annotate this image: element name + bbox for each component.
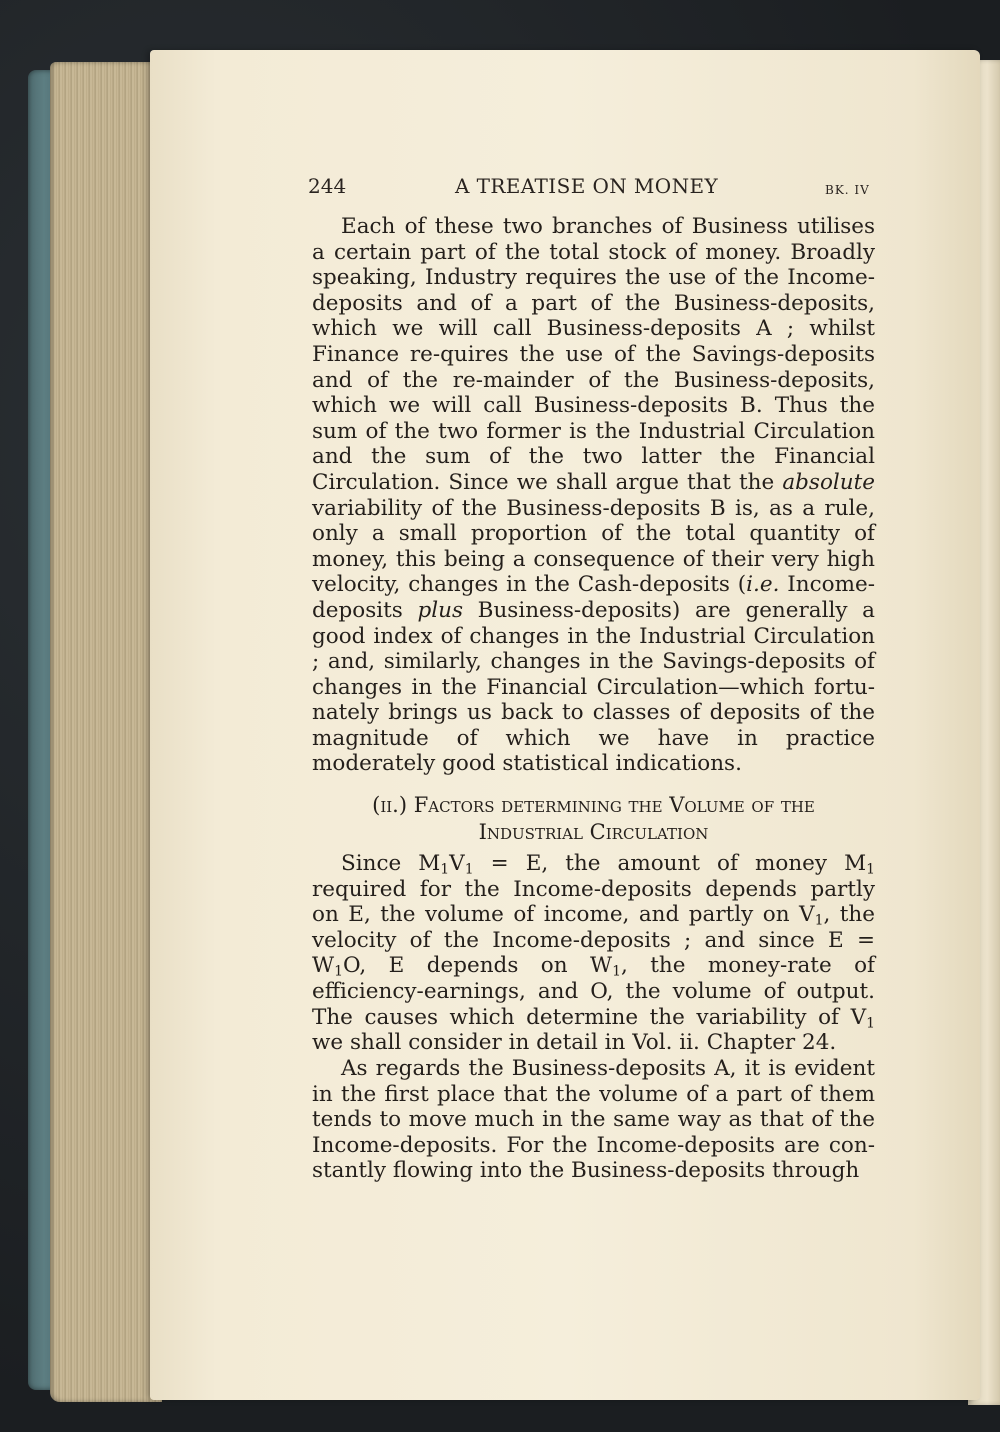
- paragraph-3: [312, 1056, 875, 1184]
- paragraph-1-italic-absolute: absolute: [782, 469, 875, 495]
- paragraph-2-text-d: , the velocity of the Income-deposits ; and since E = W: [312, 902, 875, 979]
- book-section-label: BK. IV: [825, 183, 870, 197]
- subscript: 1: [612, 963, 621, 980]
- paragraph-3-text: As regards the Business-deposits A, it is evident in the first place that the volume of a part of them tends to move much in the same way as that of the Income-deposits. For the Income-deposits are con-stantly flowing into the Business-deposits through: [312, 1056, 875, 1184]
- paragraph-1-text-a: Each of these two branches of Business utilises a certain part of the total stock of money. Broadly speaking, Industry requires the use of the Income-deposits and of a part of the Business-deposits, which we will call Business-deposits A ; whilst Finance re-quires the use of the Savings-deposits and of the re-mainder of the Business-deposits, which we will call Business-deposits B. Thus the sum of the two former is the Industrial Circulation and the sum of the two latter the Financial Circulation. Since we shall argue that the: [312, 214, 875, 495]
- paragraph-2-text-a2: V: [449, 851, 465, 876]
- section-heading: [312, 792, 875, 846]
- paragraph-2-text-e: O, E depends on W: [343, 953, 613, 979]
- paragraph-2-text-c: required for the Income-deposits depends partly on E, the volume of income, and partly on V: [312, 876, 875, 928]
- page-stack-edges: [50, 62, 162, 1402]
- paragraph-2: [312, 851, 875, 1056]
- paragraph-2-text-b: = E, the amount of money M: [473, 851, 867, 876]
- paragraph-1-text-g: Business-deposits) are generally a good index of changes in the Industrial Circulation ; and, similarly, changes in the Savings-deposits of changes in the Financial Circulation—which fortu-nately brings us back to classes of deposits of the magnitude of which we have in practice moderately good statistical indications.: [312, 597, 875, 777]
- subscript: 1: [464, 861, 474, 878]
- subscript: 1: [440, 861, 450, 878]
- subscript: 1: [866, 1015, 875, 1032]
- subscript: 1: [334, 963, 343, 980]
- section-heading-line-1: (ii.) Factors determining the Volume of the: [372, 793, 815, 817]
- paragraph-2-text-a: Since M: [341, 851, 441, 876]
- subscript: 1: [814, 912, 824, 929]
- paragraph-2-text-f: , the money-rate of efficiency-earnings, and O, the volume of output. The causes which determine the variability of V: [312, 953, 875, 1030]
- subscript: 1: [866, 861, 875, 878]
- section-heading-line-2: Industrial Circulation: [478, 820, 709, 844]
- paragraph-1-text-e: Income-deposits: [312, 572, 875, 623]
- page-number: 244: [308, 174, 347, 198]
- running-title: A TREATISE ON MONEY: [455, 174, 719, 198]
- paragraph-1-italic-ie: i.e.: [746, 572, 780, 598]
- paragraph-1-italic-plus: plus: [417, 597, 463, 623]
- paragraph-1: [312, 214, 875, 777]
- paragraph-1-text-c: variability of the Business-deposits B is, as a rule, only a small proportion of the total quantity of money, this being a consequence of their very high velocity, changes in the Cash-deposits (: [312, 495, 875, 598]
- paragraph-2-text-g: we shall consider in detail in Vol. ii. Chapter 24.: [312, 1030, 837, 1056]
